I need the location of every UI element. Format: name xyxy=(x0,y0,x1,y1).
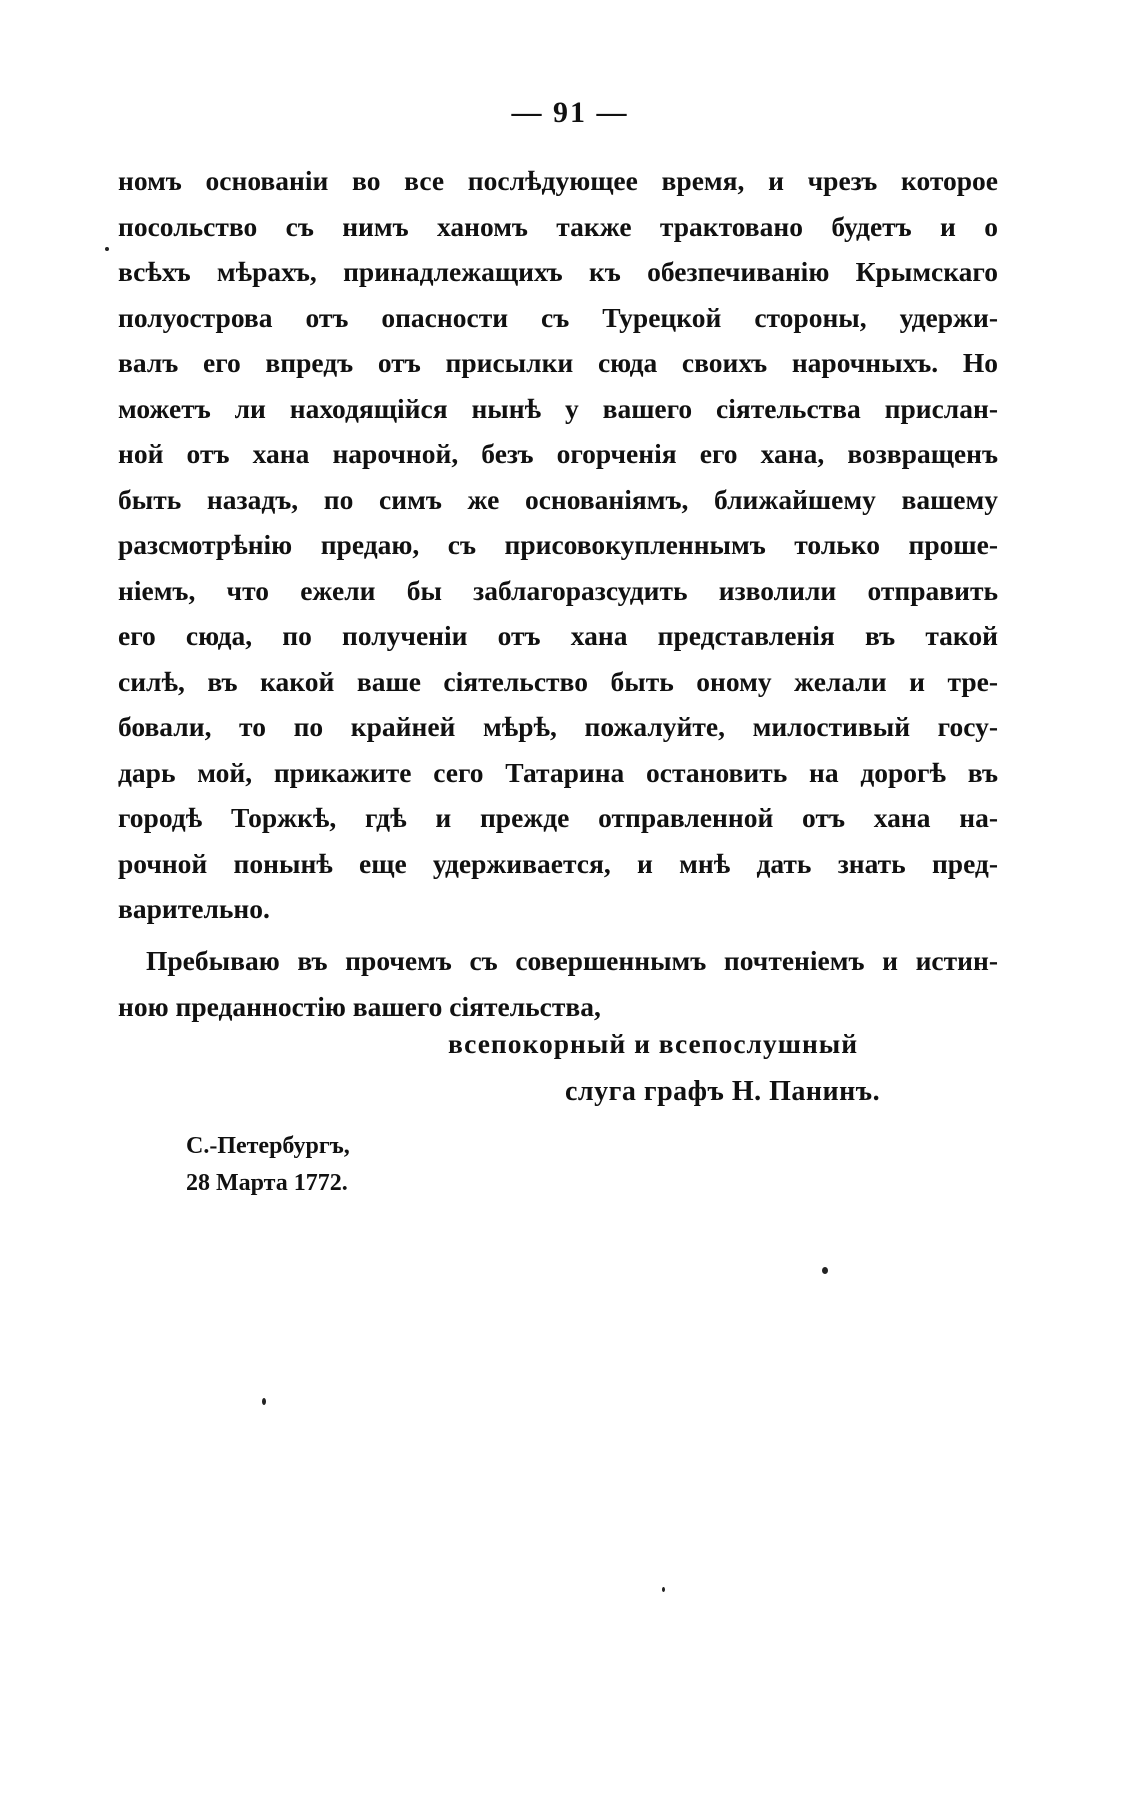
body-line: быть назадъ, по симъ же основаніямъ, ближайшему вашему xyxy=(118,483,998,515)
print-speck xyxy=(105,247,109,251)
print-speck xyxy=(262,1398,266,1405)
body-line: номъ основаніи во все послѣдующее время, и чрезъ которое xyxy=(118,165,998,196)
body-line: посольство съ нимъ ханомъ также трактовано будетъ и о xyxy=(118,210,998,242)
place-of-writing: С.-Петербургъ, xyxy=(186,1133,350,1159)
closing-paragraph xyxy=(118,938,998,1029)
print-speck xyxy=(822,1267,828,1274)
body-line: всѣхъ мѣрахъ, принадлежащихъ къ обезпечиванію Крымскаго xyxy=(118,256,998,287)
body-line: ной отъ хана нарочной, безъ огорченія его хана, возвращенъ xyxy=(118,438,998,469)
print-speck xyxy=(662,1587,665,1592)
body-line: можетъ ли находящійся нынѣ у вашего сіятельства прислан- xyxy=(118,392,998,424)
body-line: бовали, то по крайней мѣрѣ, пожалуйте, милостивый госу- xyxy=(118,711,998,742)
body-line: его сюда, по полученіи отъ хана представленія въ такой xyxy=(118,620,998,651)
closing-line: Пребываю въ прочемъ съ совершеннымъ почтеніемъ и истин- xyxy=(146,945,998,976)
body-line: разсмотрѣнію предаю, съ присовокупленнымъ только проше- xyxy=(118,529,998,560)
body-line: рочной понынѣ еще удерживается, и мнѣ дать знать пред- xyxy=(118,847,998,879)
body-line: валъ его впредъ отъ присылки сюда своихъ нарочныхъ. Но xyxy=(118,347,998,378)
body-line: полуострова отъ опасности съ Турецкой стороны, удержи- xyxy=(118,301,998,333)
body-line: силѣ, въ какой ваше сіятельство быть оному желали и тре- xyxy=(118,665,998,697)
body-line: варительно. xyxy=(118,893,270,924)
body-line: дарь мой, прикажите сего Татарина остановить на дорогѣ въ xyxy=(118,756,998,788)
letter-body xyxy=(118,158,998,932)
closing-line: ною преданностію вашего сіятельства, xyxy=(118,990,601,1022)
signature-name: слуга графъ Н. Панинъ. xyxy=(565,1076,881,1107)
letter-date: 28 Марта 1772. xyxy=(186,1170,348,1196)
body-line: городѣ Торжкѣ, гдѣ и прежде отправленной отъ хана на- xyxy=(118,802,998,833)
body-line: ніемъ, что ежели бы заблагоразсудить изволили отправить xyxy=(118,574,998,606)
page-number: — 91 — xyxy=(511,96,629,129)
signature-closing: всепокорный и всепослушный xyxy=(448,1028,859,1059)
